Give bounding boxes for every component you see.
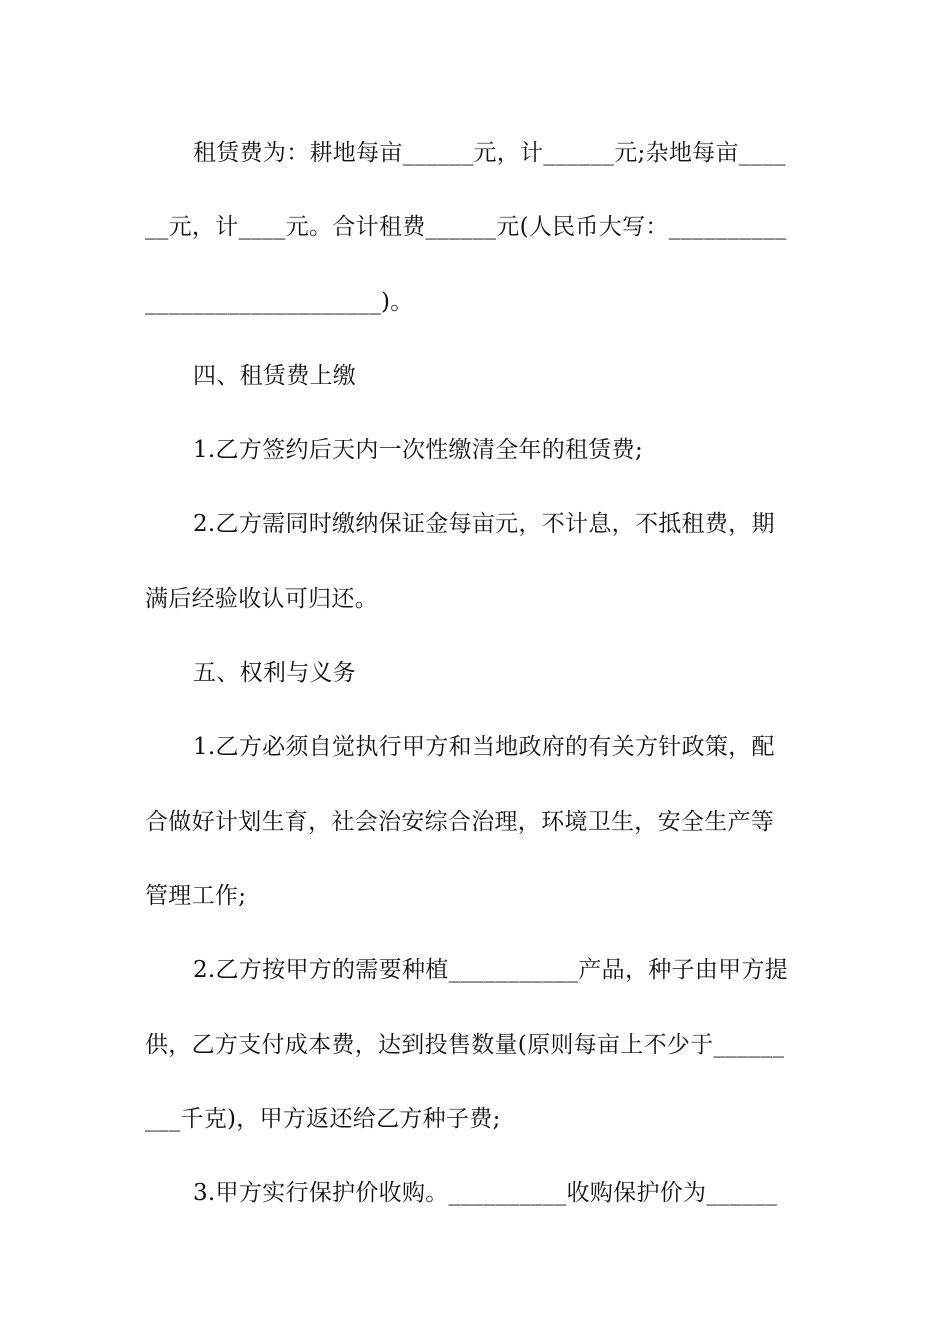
text-line-rent-fee: 租赁费为：耕地每亩______元，计______元;杂地每亩____ <box>193 140 786 166</box>
text-line-payment-2-cont: 满后经验收认可归还。 <box>145 586 378 612</box>
text-line-rights-1-cont: 合做好计划生育，社会治安综合治理，环境卫生，安全生产等 <box>145 809 775 835</box>
text-line-rent-uppercase: ____________________)。 <box>145 289 414 315</box>
text-line-payment-1: 1.乙方签约后天内一次性缴清全年的租赁费; <box>193 437 643 463</box>
section-heading-rights-obligations: 五、权利与义务 <box>193 660 357 686</box>
text-line-rights-1: 1.乙方必须自觉执行甲方和当地政府的有关方针政策，配 <box>193 734 775 760</box>
text-line-rights-2-cont: 供，乙方支付成本费，达到投售数量(原则每亩上不少于______ <box>145 1032 785 1058</box>
text-line-payment-2: 2.乙方需同时缴纳保证金每亩元，不计息，不抵租费，期 <box>193 511 775 537</box>
text-line-rights-2-end: ___千克)，甲方返还给乙方种子费; <box>145 1106 501 1132</box>
text-line-rights-2: 2.乙方按甲方的需要种植___________产品，种子由甲方提 <box>193 957 789 983</box>
text-line-rent-total: __元，计____元。合计租费______元(人民币大写：__________ <box>145 214 787 240</box>
section-heading-rent-payment: 四、租赁费上缴 <box>193 363 357 389</box>
text-line-rights-1-end: 管理工作; <box>145 883 247 909</box>
text-line-rights-3: 3.甲方实行保护价收购。__________收购保护价为______ <box>193 1180 778 1206</box>
